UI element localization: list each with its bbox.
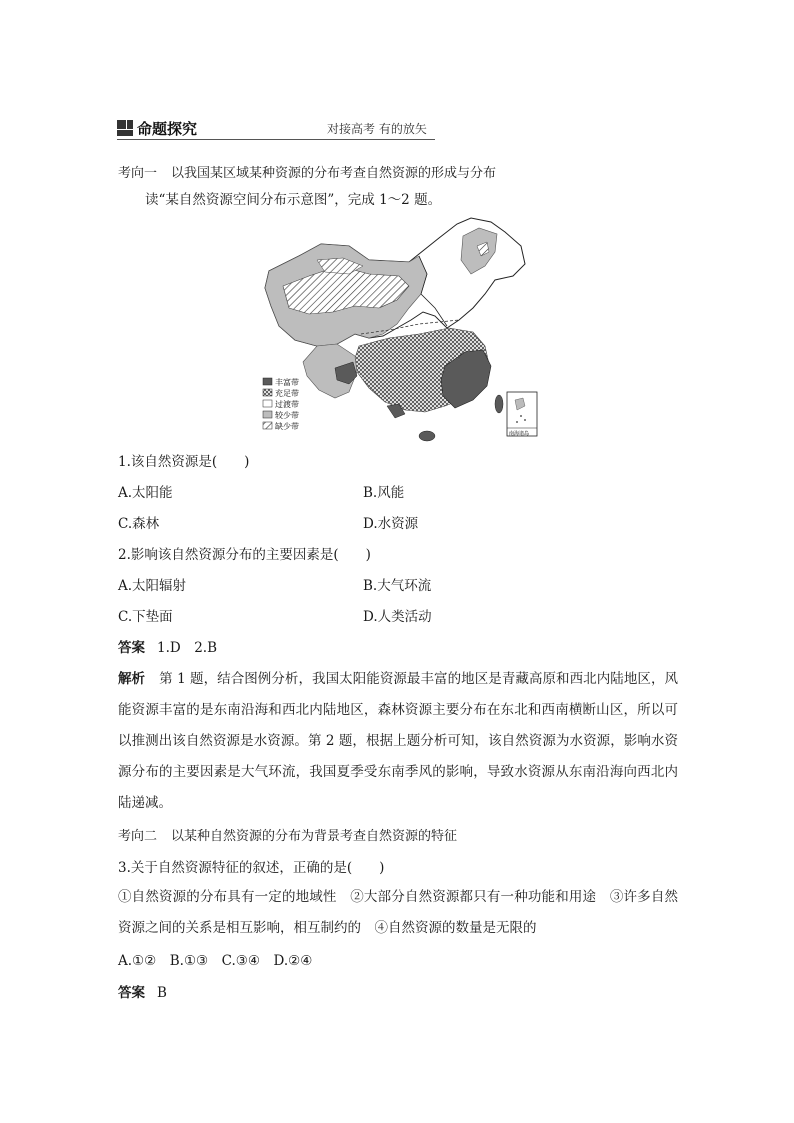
- section-subtitle: 对接高考 有的放矢: [327, 122, 427, 136]
- legend-item: 充足带: [275, 389, 299, 398]
- section-header: [117, 118, 435, 140]
- section-block-icon: [117, 120, 133, 136]
- direction-2-label: 考向二: [118, 829, 158, 844]
- direction-2-heading: [118, 827, 457, 847]
- q2-option-d: D.人类活动: [363, 609, 432, 625]
- legend-item: 较少带: [275, 411, 299, 420]
- analysis-block: [118, 664, 678, 819]
- answer-3: [118, 983, 167, 1003]
- analysis-label: 解析: [118, 671, 146, 687]
- resource-distribution-map: [259, 216, 541, 442]
- answer-text: B: [157, 985, 167, 1001]
- answer-text: 1.D 2.B: [157, 640, 218, 656]
- direction-1-heading: [118, 164, 496, 184]
- header-divider: [117, 139, 435, 140]
- legend-item: 过渡带: [275, 400, 299, 409]
- legend-item: 丰富带: [275, 378, 299, 387]
- q2-stem: 2.影响该自然资源分布的主要因素是( ): [118, 547, 371, 563]
- legend-item: 缺少带: [275, 422, 299, 431]
- analysis-text: 第 1 题，结合图例分析，我国太阳能资源最丰富的地区是青藏高原和西北内陆地区，风能资源丰富的是东南沿海和西北内陆地区，森林资源主要分布在东北和西南横断山区，所以可以推测出该自然资源是水资源。第 2 题，根据上题分析可知，该自然资源为水资源，影响水资源分布的主要因素是大气环流，我国夏季受东南季风的影响，导致水资源从东南沿海向西北内陆递减。: [118, 671, 679, 811]
- section-title: 命题探究: [137, 120, 198, 138]
- south-sea-inset: [507, 392, 537, 437]
- direction-2-text: 以某种自然资源的分布为背景考查自然资源的特征: [171, 829, 458, 844]
- q1-stem: 1.该自然资源是( ): [118, 454, 250, 470]
- q2-option-a: A.太阳辐射: [118, 578, 187, 594]
- map-legend: [263, 377, 299, 431]
- q1-option-a: A.太阳能: [118, 485, 173, 501]
- intro-text: 读“某自然资源空间分布示意图”，完成 1～2 题。: [145, 192, 442, 208]
- q1-option-b: B.风能: [363, 485, 405, 501]
- q2-option-c: C.下垫面: [118, 609, 173, 625]
- answer-label: 答案: [118, 985, 145, 1001]
- q2-option-b: B.大气环流: [363, 578, 432, 594]
- q1-option-c: C.森林: [118, 516, 160, 532]
- direction-1-label: 考向一: [118, 166, 158, 181]
- q1-option-d: D.水资源: [363, 516, 419, 532]
- q3-body: ①自然资源的分布具有一定的地域性 ②大部分自然资源都只有一种功能和用途 ③许多自然资源之间的关系是相互影响，相互制约的 ④自然资源的数量是无限的: [118, 889, 678, 936]
- answer-label: 答案: [118, 640, 145, 656]
- answer-1: [118, 638, 217, 658]
- direction-1-text: 以我国某区域某种资源的分布考查自然资源的形成与分布: [171, 166, 497, 181]
- q3-stem: 3.关于自然资源特征的叙述，正确的是( ): [118, 860, 385, 876]
- inset-label: 南海诸岛: [509, 431, 530, 437]
- q3-options: A.①② B.①③ C.③④ D.②④: [118, 953, 313, 969]
